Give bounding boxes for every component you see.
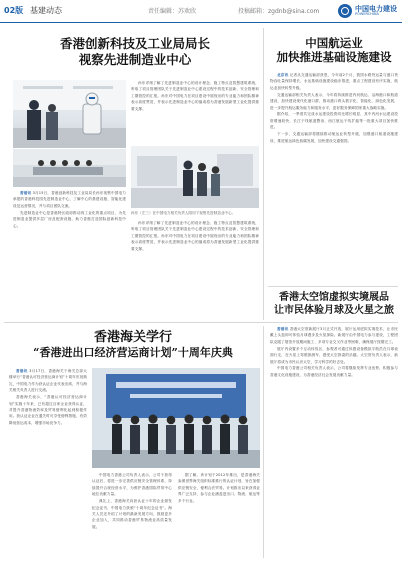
article-paragraph xyxy=(270,326,398,345)
headline-line-2: “香港进出口经济营运商计划”十周年庆典 xyxy=(33,346,233,360)
logo-icon xyxy=(338,4,352,18)
article-paragraph-text: 记者从交通运输部获悉，今年前2个月，我国水路货运量与港口货物吞吐量保持增长，水运基础设施建设稳步推进，重点工程建设有序实施，航运业加快转型升级。 xyxy=(270,73,398,90)
page-number: 02版 xyxy=(4,6,24,15)
article-paragraph-text: 展厅内设置多个互动体验区，参观者可通过体感设备模拟宇航员在月球表面行走，在火星上驾驶探测车，感受太空探索的乐趣。太空馆负责人表示，新展厅将成为市民认识太空、学习科学的好去处。 xyxy=(270,346,398,364)
section-divider xyxy=(4,322,398,323)
article-paragraph xyxy=(9,368,87,394)
article-paragraph xyxy=(270,365,398,378)
article-paragraph xyxy=(13,210,126,229)
article-paragraph-text: 交通运输部相关负责人表示，今年将持续推进内河航运、沿海港口和航道建设，加快建设现代化港口群，推动港口码头数字化、智能化、绿色化发展，进一步提升航运服务能力和服务水平，更好服务保障国家重大战略实施。 xyxy=(270,92,398,110)
headline-line-1: 香港太空馆虚拟实境展品 xyxy=(279,292,389,303)
article-paragraph-text: 孙东详细了解了先进制造业中心的设计理念、施工特点及智慧建筑系统，听取了项目管理团队关于先进制造业中心建设过程中的技术创新、安全管理和工期管控的汇报。孙东对中国电力在项目建设中展现出的专业能力和团队精神表示高度赞赏，并表示先进制造业中心的落成将为香港发展新型工业化提供重要支撑。 xyxy=(131,81,259,111)
headline-line-1: 中国航运业 xyxy=(305,36,363,50)
article-paragraph-text: 3月17日，香港海关于海关总部大楼举行“香港认可经济营运商计划”十周年庆祝典礼，中国电力作为获认证企业代表出席，并与海关相关负责人进行交流。 xyxy=(9,369,87,393)
article-paragraph xyxy=(270,92,398,111)
logo-text: 中国电力建设 xyxy=(355,5,397,13)
article-paragraph-text: 中国电力香港公司负责人表示，公司于获得认证后，将进一步完善供应链安全管理体系，持续提升合规经营水平，为维护香港国际贸易中心地位贡献力量。 xyxy=(92,473,172,497)
headline-line-2: 让市民体验月球及火星之旅 xyxy=(274,304,394,316)
article-paragraph-text: 先进制造业中心是香港特区政府推动再工业化的重点项目，为先进制造业提供多层厂房及配套设施，助力香港打造国际创新科技中心。 xyxy=(13,210,126,228)
newspaper-logo xyxy=(338,3,398,19)
column-divider-bottom xyxy=(263,326,264,558)
submission-email: 投稿邮箱：zgdnb@sina.com xyxy=(238,8,320,15)
article-hkstp-body-right-bottom xyxy=(131,220,259,318)
editor-credit: 责任编辑：苏欢欣 xyxy=(148,8,197,15)
article-hkstp-headline xyxy=(10,36,260,67)
article-paragraph xyxy=(270,346,398,365)
article-paragraph xyxy=(270,111,398,130)
article-paragraph-text: 下一步，交通运输部将继续推动航运业转型升级，加强港口航道设施建设，推进航运绿色低碳发展，加快建设交通强国。 xyxy=(270,132,398,143)
ceremony-scene-image xyxy=(92,368,260,468)
article-customs-body-col2 xyxy=(92,472,172,558)
article-paragraph xyxy=(131,80,259,112)
headline-line-2: 视察先进制造业中心 xyxy=(78,51,192,67)
article-hkstp-photo-caption: 孙东（左三）在中国电力相关负责人陪同下视察先进制造业中心。 xyxy=(131,211,236,215)
section-divider-right xyxy=(268,286,398,287)
article-shipping-headline xyxy=(270,36,398,65)
article-hkstp-photo-meeting xyxy=(13,149,126,187)
article-paragraph xyxy=(178,472,260,504)
article-dateline: 北京讯 xyxy=(277,73,289,77)
article-customs-body-col1 xyxy=(9,368,87,558)
article-paragraph xyxy=(92,472,172,498)
page-header xyxy=(0,0,402,23)
article-customs-headline xyxy=(6,330,260,360)
article-hkstp-photo-robot xyxy=(13,80,126,148)
article-paragraph-text: 香港海关表示，“香港认可经济营运商计划”实施十年来，已有超过百家企业获得认证，对提升香港物流效率及贸易便利化起到积极作用。获认证企业在通关时可享受便利措施，有效降低营运成本，增强市场竞争力。 xyxy=(9,395,87,425)
article-paragraph-text: 香港太空馆新展厅3月正式开放，展厅运用虚拟实境技术，让市民戴上头盔即可体验月球漫步及火星探险。新展厅由中国电力参与建设，工程团队克服了展馆开放期间施工、多项专业交叉作业等困难，确保展厅按期完工。 xyxy=(270,327,398,344)
headline-line-2: 加快推进基础设施建设 xyxy=(276,50,392,65)
article-dateline: 香港讯 xyxy=(20,191,32,195)
article-paragraph-text: 中国电力香港公司相关负责人表示，公司将继续发挥专业优势，积极参与香港文化设施建设，为香港经济社会发展贡献力量。 xyxy=(270,366,398,377)
article-shipping-body xyxy=(270,72,398,282)
meeting-scene-image xyxy=(13,149,126,187)
article-paragraph xyxy=(270,131,398,144)
article-dateline: 香港讯 xyxy=(16,369,28,373)
article-space-museum-headline xyxy=(270,292,398,317)
article-paragraph xyxy=(131,220,259,252)
article-hkstp-body-left xyxy=(13,190,126,318)
article-paragraph xyxy=(13,190,126,209)
headline-line-1: 香港创新科技及工业局局长 xyxy=(59,36,210,51)
article-paragraph xyxy=(92,498,172,530)
article-dateline: 香港讯 xyxy=(277,327,289,331)
headline-line-1: 香港海关学行 xyxy=(93,330,172,345)
article-paragraph xyxy=(270,72,398,91)
section-name: 基建动态 xyxy=(30,6,62,15)
article-paragraph-text: 3月15日，香港创新科技及工业局局长孙东视察中国电力承建的香港科技园先进制造业中心，了解中心的基建设施、智能化建设及运营情况，并与项目团队交流。 xyxy=(13,191,126,208)
column-divider xyxy=(263,28,264,320)
article-customs-body-col3 xyxy=(178,472,260,558)
lab-scene-image xyxy=(131,146,259,208)
article-paragraph-text: 典礼上，香港海关向获认证十年的企业颁发纪念证书，中国电力获颁“十周年纪念证书”。海关人员还介绍了计划的最新发展方向，鼓励更多企业加入，共同推动香港贸易物流业高质量发展。 xyxy=(92,499,172,529)
article-hkstp-photo-lab xyxy=(131,146,259,208)
article-hkstp-body-right-top xyxy=(131,80,259,144)
article-space-museum-body xyxy=(270,326,398,558)
article-customs-photo-ceremony xyxy=(92,368,260,468)
article-paragraph xyxy=(9,394,87,426)
logo-subtext: POWERCHINA xyxy=(355,12,379,16)
robot-scene-image xyxy=(13,80,126,148)
article-paragraph-text: 据了解，该计划于2012年推出，是香港海关参照世界海关组织标准推行的认证计划，旨在加强供应链安全，便利合法贸易。计划推出以来获得业界广泛支持，参与企业涵盖进出口、物流、航运等多个行业。 xyxy=(178,473,260,503)
article-paragraph-text: 据介绍，一季度共完成水运建设投资同比增长明显，其中内河水运建设投资增速较快，长江干线航道整治、西江航运干线扩能等一批重大项目加快推进。 xyxy=(270,112,398,130)
article-paragraph-text: 孙东详细了解了先进制造业中心的设计理念、施工特点及智慧建筑系统，听取了项目管理团队关于先进制造业中心建设过程中的技术创新、安全管理和工期管控的汇报。孙东对中国电力在项目建设中展现出的专业能力和团队精神表示高度赞赏，并表示先进制造业中心的落成将为香港发展新型工业化提供重要支撑。 xyxy=(131,221,259,251)
